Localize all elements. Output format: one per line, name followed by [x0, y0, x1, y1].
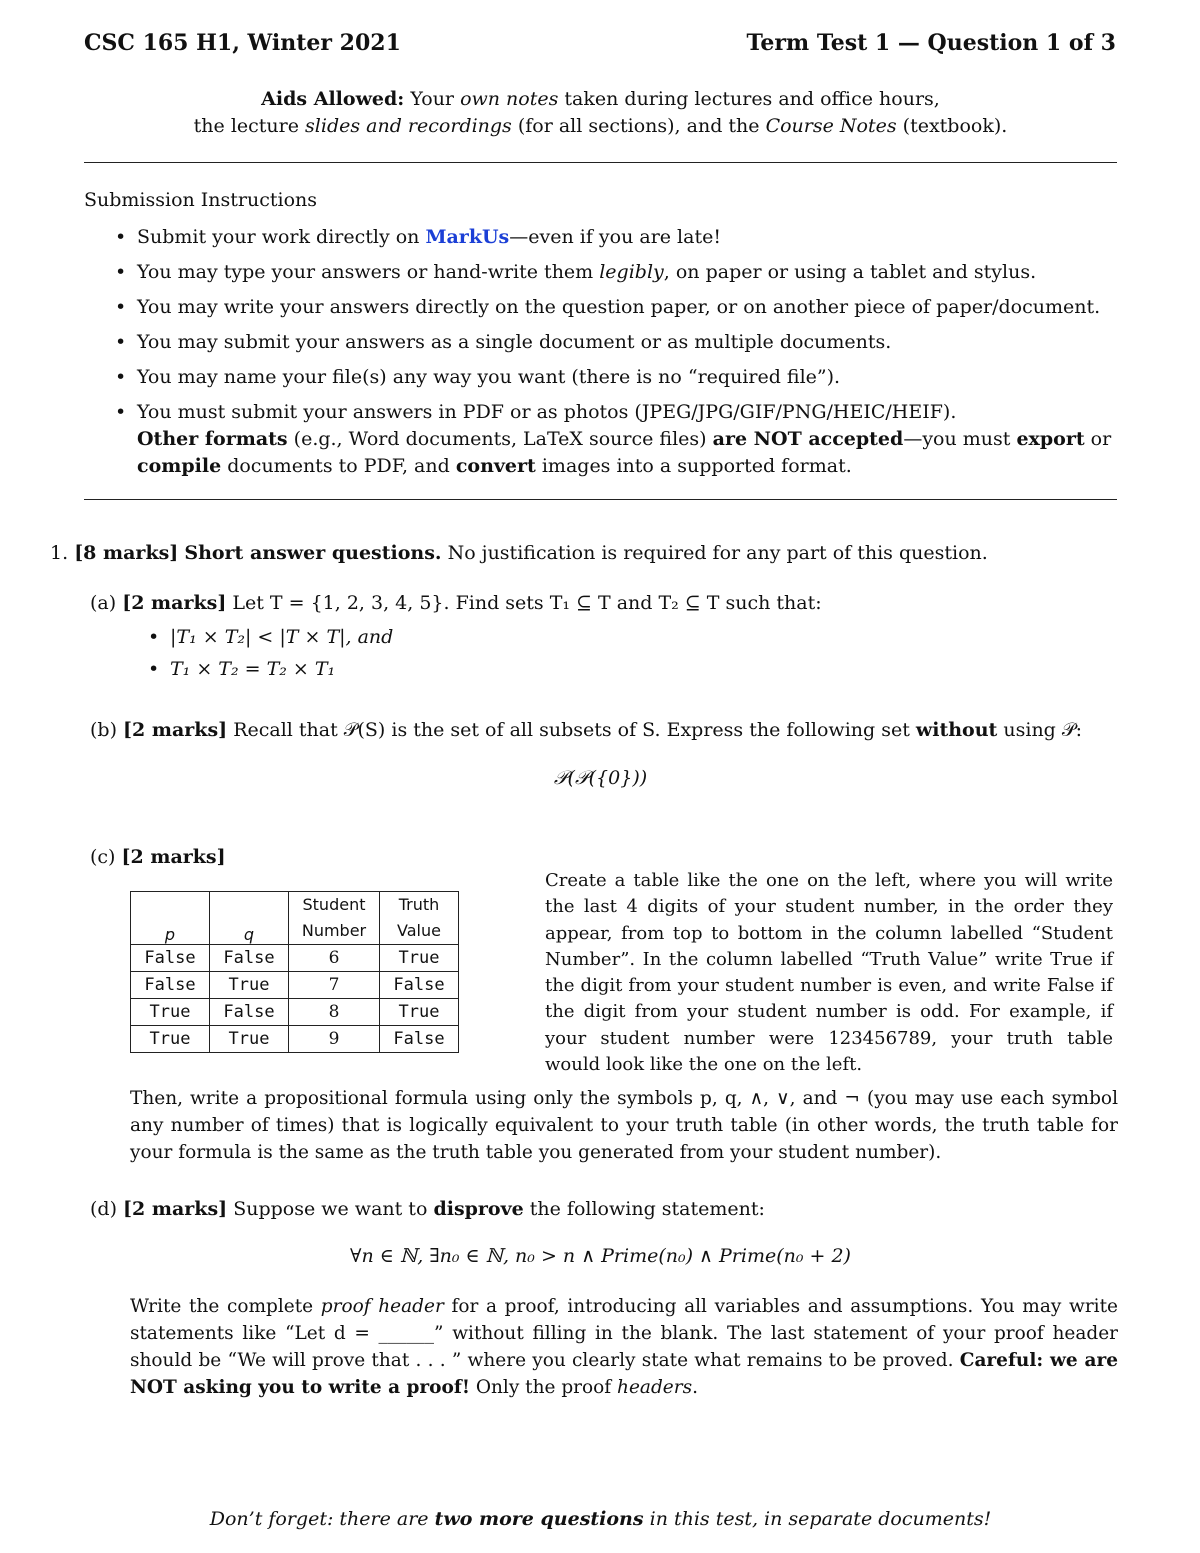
- footer-bold: two more questions: [434, 1508, 644, 1530]
- part-marks: [2 marks]: [123, 719, 228, 741]
- part-text: Suppose we want to: [233, 1198, 428, 1220]
- table-cell: True: [380, 999, 459, 1026]
- part-bold: disprove: [433, 1198, 524, 1220]
- header-truth-value: Truth Value: [380, 892, 459, 945]
- question-intro: No justification is required for any part of this question.: [447, 542, 988, 564]
- table-cell: False: [131, 945, 210, 972]
- item-text: (e.g., Word documents, LaTeX source files): [293, 428, 707, 450]
- aids-text: (textbook).: [902, 115, 1008, 137]
- header-q: q: [210, 892, 289, 945]
- part-text: Write the complete: [130, 1296, 314, 1317]
- part-text: Let T = {1, 2, 3, 4, 5}. Find sets T₁ ⊆ T and T₂ ⊆ T such that:: [232, 592, 822, 614]
- condition-1: [170, 626, 393, 648]
- list-item: • You may submit your answers as a single document or as multiple documents.: [137, 325, 1122, 360]
- table-row: [131, 1026, 459, 1053]
- part-text: for a proof, introducing all variables and assumptions. You may write statements like “Let d = ______” without filling in the blank. The last statement of your proof header should be “We will prove that . . . ” where you clearly state what remains to be proved.: [130, 1296, 1118, 1371]
- table-cell: True: [380, 945, 459, 972]
- truth-table: [130, 891, 459, 1053]
- part-marks: [2 marks]: [122, 592, 227, 614]
- list-item: [137, 395, 1122, 480]
- item-text: images into a supported format.: [541, 455, 852, 477]
- item-text: documents to PDF, and: [227, 455, 450, 477]
- submission-list: [137, 220, 1122, 480]
- part-a: [90, 592, 1120, 614]
- item-bold: compile: [137, 455, 222, 477]
- item-bold: convert: [455, 455, 536, 477]
- table-cell: False: [380, 972, 459, 999]
- table-cell: True: [210, 972, 289, 999]
- condition-text: T₁ × T₂ = T₂ × T₁: [170, 658, 336, 680]
- part-marks: [2 marks]: [123, 1198, 228, 1220]
- table-cell: 7: [289, 972, 380, 999]
- part-em: headers: [617, 1377, 693, 1398]
- aids-em: own notes: [460, 88, 559, 110]
- aids-em: slides and recordings: [305, 115, 512, 137]
- aids-allowed: [84, 86, 1117, 140]
- part-d-instructions: [130, 1293, 1118, 1401]
- aids-text: Your: [410, 88, 455, 110]
- item-bold: Other formats: [137, 428, 288, 450]
- submission-title: Submission Instructions: [84, 189, 318, 211]
- aids-label: Aids Allowed:: [261, 88, 405, 110]
- question-title: Short answer questions.: [184, 542, 442, 564]
- list-item: • You may name your file(s) any way you want (there is no “required file”).: [137, 360, 1122, 395]
- list-item: [137, 255, 1122, 290]
- item-text: —even if you are late!: [509, 226, 721, 248]
- table-cell: 9: [289, 1026, 380, 1053]
- divider: [84, 499, 1117, 500]
- aids-text: (for all sections), and the: [517, 115, 760, 137]
- part-em: proof header: [320, 1296, 444, 1317]
- table-cell: True: [131, 999, 210, 1026]
- footer-text: in this test, in separate documents!: [649, 1508, 992, 1530]
- table-cell: 6: [289, 945, 380, 972]
- item-text: , on paper or using a tablet and stylus.: [663, 261, 1037, 283]
- test-title: Term Test 1 — Question 1 of 3: [746, 30, 1116, 56]
- part-label: (a): [90, 592, 117, 614]
- item-text: or: [1090, 428, 1112, 450]
- part-marks: [2 marks]: [121, 846, 226, 868]
- footer-text: Don’t forget: there are: [209, 1508, 429, 1530]
- part-d: [90, 1198, 765, 1220]
- item-bold: export: [1016, 428, 1085, 450]
- question-heading: [50, 542, 1120, 564]
- aids-em: Course Notes: [765, 115, 897, 137]
- question-marks: [8 marks]: [74, 542, 179, 564]
- part-text: .: [692, 1377, 698, 1398]
- part-text: the following statement:: [529, 1198, 765, 1220]
- item-text: You may type your answers or hand-write them: [137, 261, 594, 283]
- table-row: [131, 945, 459, 972]
- table-row: [131, 972, 459, 999]
- statement-formula: ∀n ∈ ℕ, ∃n₀ ∈ ℕ, n₀ > n ∧ Prime(n₀) ∧ Prime(n₀ + 2): [350, 1245, 851, 1267]
- table-cell: True: [131, 1026, 210, 1053]
- part-c-then: Then, write a propositional formula using only the symbols p, q, ∧, ∨, and ¬ (you may use each symbol any number of times) that is logically equivalent to your truth table (in other words, the truth table for your formula is the same as the truth table you generated from your student number).: [130, 1088, 1118, 1163]
- course-title: CSC 165 H1, Winter 2021: [84, 30, 401, 56]
- header-p: p: [131, 892, 210, 945]
- question-number: 1.: [50, 542, 69, 564]
- item-text: —you must: [903, 428, 1011, 450]
- part-bold: without: [915, 719, 998, 741]
- part-label: (d): [90, 1198, 117, 1220]
- table-row: [131, 999, 459, 1026]
- part-label: (c): [90, 846, 116, 868]
- table-cell: False: [210, 945, 289, 972]
- table-cell: False: [210, 999, 289, 1026]
- divider: [84, 162, 1117, 163]
- powerset-formula: 𝒫(𝒫({0})): [553, 767, 648, 789]
- careful-note: Careful: we are NOT asking you to write a proof!: [130, 1350, 1119, 1398]
- part-text: Recall that 𝒫(S) is the set of all subsets of S. Express the following set: [233, 719, 910, 741]
- condition-text: |T₁ × T₂| < |T × T|, and: [170, 626, 394, 648]
- aids-text: taken during lectures and office hours,: [564, 88, 940, 110]
- part-label: (b): [90, 719, 117, 741]
- item-text: • You must submit your answers in PDF or as photos (JPEG/JPG/GIF/PNG/HEIC/HEIF).: [137, 401, 957, 423]
- table-cell: False: [380, 1026, 459, 1053]
- part-c-instructions: Create a table like the one on the left, where you will write the last 4 digits of your student number, in the order they appear, from top to bottom in the column labelled “Student Number”. In the column labelled “Truth Value” write True if the digit from your student number is even, and write False if the digit from your student number is odd. For example, if your student number were 123456789, your truth table would look like the one on the left.: [545, 870, 1113, 1076]
- part-c: [90, 846, 226, 868]
- footer-note: [84, 1508, 1117, 1530]
- item-em: legibly: [599, 261, 664, 283]
- list-item: [137, 220, 1122, 255]
- aids-text: the lecture: [193, 115, 299, 137]
- part-text: using 𝒫:: [1003, 719, 1082, 741]
- item-bold: are NOT accepted: [712, 428, 904, 450]
- part-text: Only the proof: [475, 1377, 612, 1398]
- header-student-number: Student Number: [289, 892, 380, 945]
- condition-2: [170, 658, 335, 680]
- table-cell: 8: [289, 999, 380, 1026]
- markus-link[interactable]: MarkUs: [425, 226, 510, 248]
- part-b: [90, 719, 1120, 741]
- item-text: Submit your work directly on: [137, 226, 420, 248]
- list-item: • You may write your answers directly on the question paper, or on another piece of paper/document.: [137, 290, 1122, 325]
- table-cell: False: [131, 972, 210, 999]
- table-cell: True: [210, 1026, 289, 1053]
